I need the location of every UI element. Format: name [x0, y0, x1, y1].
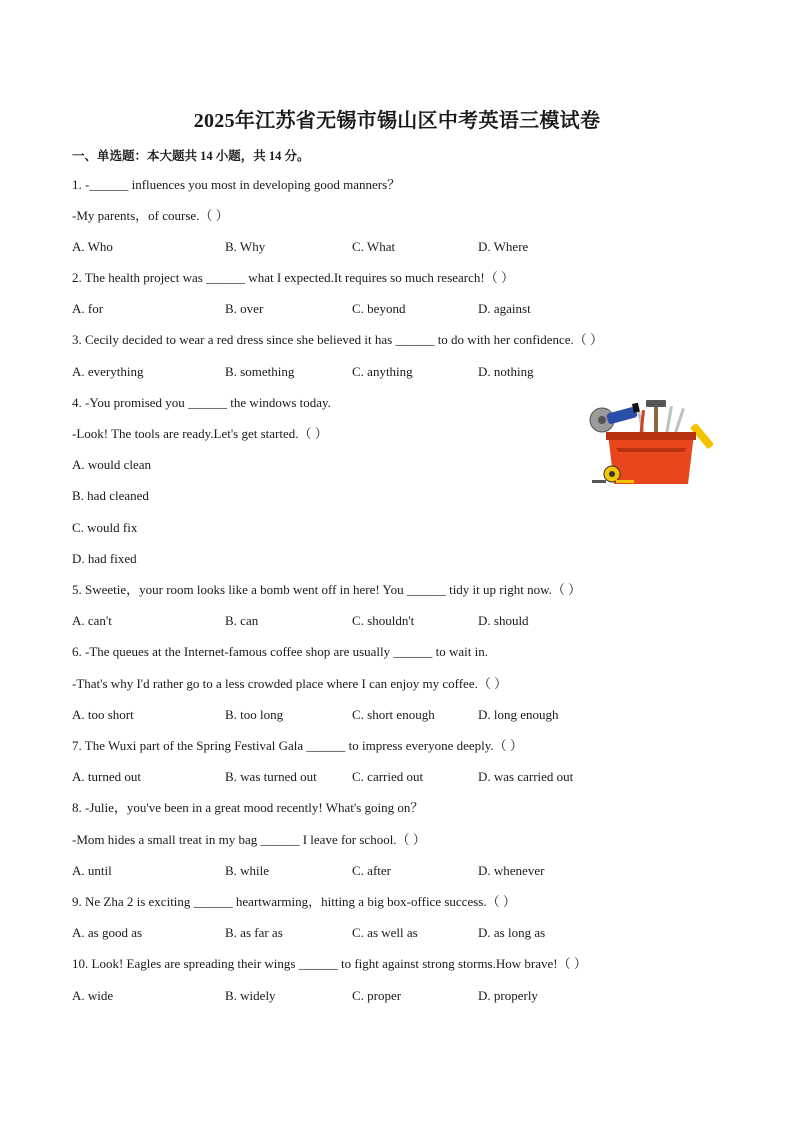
question-7-option-b[interactable]: B. was turned out: [225, 769, 317, 784]
question-9-option-c[interactable]: C. as well as: [352, 925, 418, 940]
question-3-option-a[interactable]: A. everything: [72, 364, 144, 379]
question-5-option-b[interactable]: B. can: [225, 613, 259, 628]
question-6-option-d[interactable]: D. long enough: [478, 707, 559, 722]
question-6-option-b[interactable]: B. too long: [225, 707, 284, 722]
question-3-stem: 3. Cecily decided to wear a red dress since she believed it has ______ to do with her confidence.（ ）: [72, 332, 604, 347]
question-8-option-d[interactable]: D. whenever: [478, 863, 545, 878]
question-2-option-a[interactable]: A. for: [72, 301, 104, 316]
question-2-option-c[interactable]: C. beyond: [352, 301, 406, 316]
question-8-stem: 8. -Julie，you've been in a great mood recently! What's going on？: [72, 800, 424, 815]
question-4-option-b[interactable]: B. had cleaned: [72, 488, 149, 503]
question-10-option-a[interactable]: A. wide: [72, 988, 114, 1003]
question-9-option-b[interactable]: B. as far as: [225, 925, 283, 940]
question-2-option-b[interactable]: B. over: [225, 301, 264, 316]
question-5-option-a[interactable]: A. can't: [72, 613, 112, 628]
question-9-option-a[interactable]: A. as good as: [72, 925, 143, 940]
question-5-option-d[interactable]: D. should: [478, 613, 529, 628]
question-7-option-c[interactable]: C. carried out: [352, 769, 424, 784]
question-3-option-d[interactable]: D. nothing: [478, 364, 534, 379]
question-9-option-d[interactable]: D. as long as: [478, 925, 546, 940]
question-10-option-d[interactable]: D. properly: [478, 988, 538, 1003]
question-8-option-b[interactable]: B. while: [225, 863, 270, 878]
question-5-option-c[interactable]: C. shouldn't: [352, 613, 415, 628]
question-1-option-a[interactable]: A. Who: [72, 239, 113, 254]
question-1-option-b[interactable]: B. Why: [225, 239, 266, 254]
question-7-stem: 7. The Wuxi part of the Spring Festival Gala ______ to impress everyone deeply.（ ）: [72, 738, 523, 753]
question-1-option-d[interactable]: D. Where: [478, 239, 529, 254]
question-1-reply: -My parents，of course.（ ）: [72, 208, 229, 223]
section-heading: 一、单选题：本大题共 14 小题，共 14 分。: [72, 149, 310, 163]
question-3-option-b[interactable]: B. something: [225, 364, 295, 379]
question-1-option-c[interactable]: C. What: [352, 239, 396, 254]
question-4-option-d[interactable]: D. had fixed: [72, 551, 137, 566]
question-5-stem: 5. Sweetie，your room looks like a bomb went off in here! You ______ tidy it up right now.（ ）: [72, 582, 582, 597]
question-7-option-d[interactable]: D. was carried out: [478, 769, 574, 784]
question-8-option-c[interactable]: C. after: [352, 863, 391, 878]
question-2-option-d[interactable]: D. against: [478, 301, 531, 316]
question-3-option-c[interactable]: C. anything: [352, 364, 413, 379]
question-6-option-a[interactable]: A. too short: [72, 707, 134, 722]
question-6-stem: 6. -The queues at the Internet-famous coffee shop are usually ______ to wait in.: [72, 644, 488, 659]
question-9-stem: 9. Ne Zha 2 is exciting ______ heartwarming，hitting a big box-office success.（ ）: [72, 894, 516, 909]
question-4-reply: -Look! The tools are ready.Let's get started.（ ）: [72, 426, 328, 441]
question-10-option-b[interactable]: B. widely: [225, 988, 276, 1003]
question-2-stem: 2. The health project was ______ what I expected.It requires so much research!（ ）: [72, 270, 514, 285]
question-8-reply: -Mom hides a small treat in my bag ______ I leave for school.（ ）: [72, 832, 426, 847]
question-1-stem: 1. -______ influences you most in developing good manners？: [72, 177, 401, 192]
question-6-reply: -That's why I'd rather go to a less crowded place where I can enjoy my coffee.（ ）: [72, 676, 508, 691]
page-title: 2025年江苏省无锡市锡山区中考英语三模试卷: [193, 110, 601, 132]
toolbox-icon: [586, 396, 718, 490]
question-10-option-c[interactable]: C. proper: [352, 988, 402, 1003]
question-8-option-a[interactable]: A. until: [72, 863, 112, 878]
question-4-stem: 4. -You promised you ______ the windows today.: [72, 395, 331, 410]
question-7-option-a[interactable]: A. turned out: [72, 769, 141, 784]
question-4-option-a[interactable]: A. would clean: [72, 457, 152, 472]
question-10-stem: 10. Look! Eagles are spreading their wings ______ to fight against strong storms.How brave!（ ）: [72, 956, 587, 971]
question-6-option-c[interactable]: C. short enough: [352, 707, 435, 722]
question-4-option-c[interactable]: C. would fix: [72, 520, 138, 535]
